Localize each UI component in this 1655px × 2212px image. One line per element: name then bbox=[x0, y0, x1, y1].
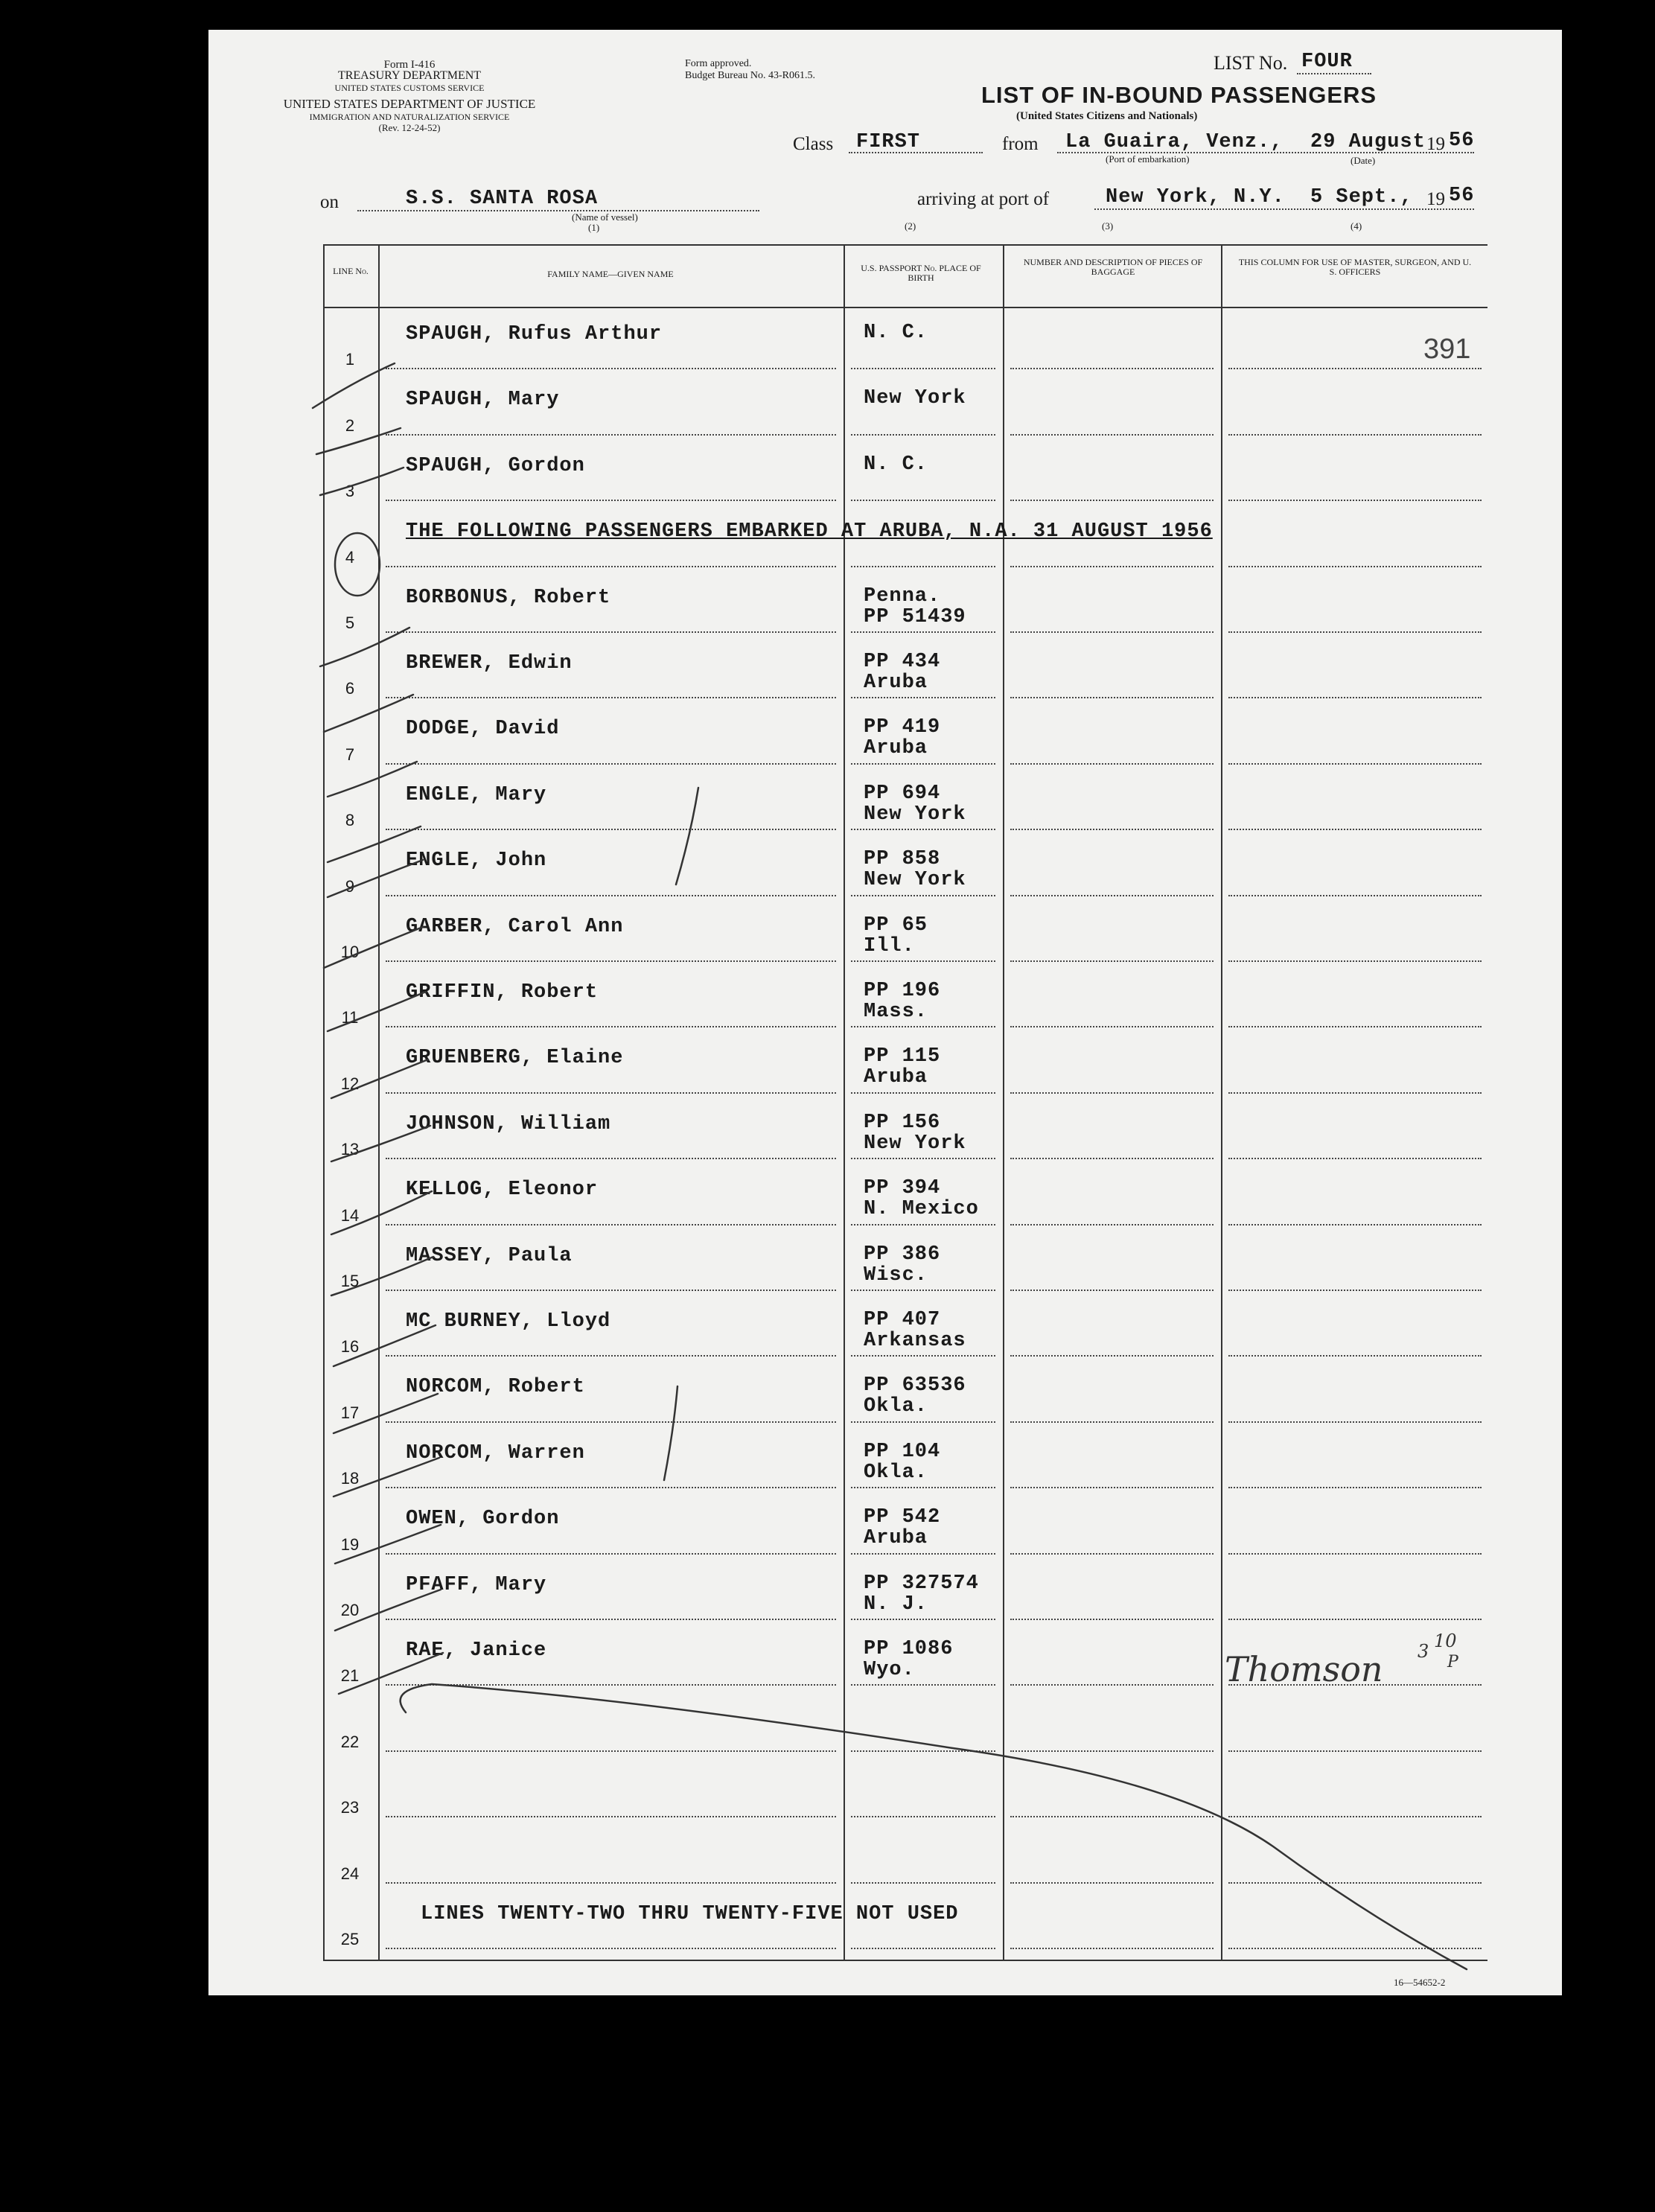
arrival-port: New York, N.Y. bbox=[1106, 186, 1285, 208]
passenger-name: ENGLE, Mary bbox=[406, 783, 547, 806]
customs-service: UNITED STATES CUSTOMS SERVICE bbox=[334, 83, 485, 93]
form-approved: Form approved. bbox=[685, 58, 752, 69]
justice-dept: UNITED STATES DEPARTMENT OF JUSTICE bbox=[283, 97, 536, 111]
passport-or-birthplace-2: New York bbox=[864, 869, 966, 892]
passport-or-birthplace-2: Okla. bbox=[864, 1395, 928, 1418]
check-mark bbox=[339, 1653, 443, 1694]
passport-or-birthplace: PP 407 bbox=[864, 1309, 941, 1331]
line-number: 12 bbox=[340, 1074, 360, 1093]
year-prefix-1: 19 bbox=[1426, 134, 1445, 154]
tick-mark bbox=[664, 1386, 677, 1480]
class-value: FIRST bbox=[856, 131, 921, 153]
passport-or-birthplace: N. C. bbox=[864, 322, 928, 344]
passport-or-birthplace: PP 104 bbox=[864, 1440, 941, 1463]
passport-or-birthplace-2: Aruba bbox=[864, 1066, 928, 1089]
treasury-dept: TREASURY DEPARTMENT bbox=[337, 69, 482, 82]
passport-or-birthplace: PP 386 bbox=[864, 1243, 941, 1266]
port-caption: (Port of embarkation) bbox=[1106, 153, 1190, 165]
passport-or-birthplace: N. C. bbox=[864, 453, 928, 476]
passenger-name: OWEN, Gordon bbox=[406, 1508, 560, 1531]
passport-or-birthplace-2: Aruba bbox=[864, 1527, 928, 1550]
line-number: 13 bbox=[340, 1140, 360, 1159]
passenger-name: SPAUGH, Rufus Arthur bbox=[406, 323, 663, 345]
passport-or-birthplace: PP 542 bbox=[864, 1506, 941, 1529]
page-stamp-number: 391 bbox=[1423, 334, 1471, 365]
check-mark bbox=[335, 1590, 441, 1631]
line-number: 23 bbox=[340, 1798, 360, 1817]
caption-3: (3) bbox=[1102, 220, 1114, 232]
passport-or-birthplace-2: Aruba bbox=[864, 737, 928, 760]
budget-bureau: Budget Bureau No. 43-R061.5. bbox=[685, 70, 815, 81]
passenger-name: DODGE, David bbox=[406, 718, 560, 741]
caption-1: (1) bbox=[588, 222, 600, 233]
check-mark bbox=[320, 628, 409, 666]
passenger-name: RAE, Janice bbox=[406, 1639, 547, 1662]
passport-or-birthplace: PP 327574 bbox=[864, 1572, 979, 1595]
class-label: Class bbox=[793, 134, 834, 154]
line-number: 16 bbox=[340, 1337, 360, 1357]
embarkation-note: THE FOLLOWING PASSENGERS EMBARKED AT ARUBA, N.A. 31 AUGUST 1956 bbox=[406, 520, 1213, 544]
line-number: 4 bbox=[345, 547, 355, 567]
passport-or-birthplace: PP 419 bbox=[864, 716, 941, 739]
passport-or-birthplace: PP 394 bbox=[864, 1177, 941, 1200]
passport-or-birthplace: PP 694 bbox=[864, 782, 941, 805]
passenger-name: GRUENBERG, Elaine bbox=[406, 1047, 624, 1070]
check-mark bbox=[331, 1059, 428, 1098]
passport-or-birthplace: PP 156 bbox=[864, 1111, 941, 1134]
check-mark bbox=[334, 1394, 438, 1433]
line-number: 6 bbox=[345, 679, 355, 698]
passenger-name: BREWER, Edwin bbox=[406, 652, 573, 675]
check-mark bbox=[313, 363, 395, 408]
check-mark bbox=[328, 826, 421, 862]
passport-or-birthplace-2: Arkansas bbox=[864, 1330, 966, 1352]
passport-or-birthplace-2: Wyo. bbox=[864, 1659, 915, 1681]
passenger-name: SPAUGH, Mary bbox=[406, 389, 560, 412]
header-family-name: FAMILY NAME—GIVEN NAME bbox=[547, 269, 674, 279]
line-number: 8 bbox=[345, 811, 355, 830]
check-mark bbox=[316, 428, 401, 454]
check-mark bbox=[328, 860, 423, 897]
revision-date: (Rev. 12-24-52) bbox=[378, 122, 441, 133]
line-number: 3 bbox=[345, 482, 355, 501]
check-mark bbox=[328, 992, 426, 1031]
line-number: 10 bbox=[340, 943, 360, 961]
check-mark bbox=[328, 762, 417, 797]
passport-or-birthplace: PP 115 bbox=[864, 1045, 941, 1068]
form-number: Form I-416 bbox=[383, 59, 436, 71]
passport-or-birthplace-2: New York bbox=[864, 1132, 966, 1155]
passport-or-birthplace-2: N. J. bbox=[864, 1593, 928, 1616]
caption-4: (4) bbox=[1351, 220, 1362, 232]
header-baggage: NUMBER AND DESCRIPTION OF PIECES OF BAGGAGE bbox=[1023, 257, 1203, 277]
line-number: 20 bbox=[340, 1601, 360, 1619]
passport-or-birthplace-2: Ill. bbox=[864, 934, 915, 957]
check-mark bbox=[331, 1191, 432, 1234]
vessel-caption: (Name of vessel) bbox=[572, 211, 638, 223]
form-title: LIST OF IN-BOUND PASSENGERS bbox=[981, 82, 1377, 108]
vessel-name: S.S. SANTA ROSA bbox=[406, 188, 599, 210]
cancel-line bbox=[401, 1684, 1467, 1969]
line-4-circle bbox=[335, 533, 380, 596]
line-number: 18 bbox=[340, 1469, 360, 1488]
passenger-name: GRIFFIN, Robert bbox=[406, 981, 599, 1004]
date-caption: (Date) bbox=[1351, 155, 1376, 166]
margin-note-bottom: P bbox=[1447, 1653, 1458, 1671]
tick-mark bbox=[676, 788, 698, 885]
margin-note-left: 3 bbox=[1418, 1641, 1429, 1662]
passenger-name: GARBER, Carol Ann bbox=[406, 915, 624, 938]
from-label: from bbox=[1002, 134, 1039, 154]
passport-or-birthplace-2: Mass. bbox=[864, 1001, 928, 1023]
ins-service: IMMIGRATION AND NATURALIZATION SERVICE bbox=[309, 112, 510, 122]
unused-lines-note: LINES TWENTY-TWO THRU TWENTY-FIVE NOT USED bbox=[421, 1902, 959, 1925]
header-line-no: LINE No. bbox=[333, 266, 369, 276]
check-mark bbox=[324, 927, 423, 968]
line-number: 14 bbox=[340, 1205, 360, 1225]
passport-or-birthplace: PP 434 bbox=[864, 651, 941, 673]
line-number: 11 bbox=[341, 1008, 359, 1027]
passenger-name: MASSEY, Paula bbox=[406, 1244, 573, 1267]
caption-2: (2) bbox=[905, 220, 916, 232]
line-number: 21 bbox=[340, 1666, 360, 1686]
list-no-label: LIST No. bbox=[1214, 52, 1288, 74]
check-mark bbox=[334, 1458, 439, 1497]
passport-or-birthplace: PP 1086 bbox=[864, 1638, 954, 1660]
line-number: 2 bbox=[345, 415, 355, 435]
check-mark bbox=[320, 468, 404, 495]
passport-or-birthplace: PP 63536 bbox=[864, 1374, 966, 1397]
line-number: 15 bbox=[340, 1272, 360, 1290]
passenger-name: NORCOM, Robert bbox=[406, 1376, 585, 1399]
passport-or-birthplace: PP 196 bbox=[864, 980, 941, 1002]
passport-or-birthplace-2: PP 51439 bbox=[864, 605, 966, 628]
passport-or-birthplace-2: Okla. bbox=[864, 1461, 928, 1484]
embarkation-date: 29 August bbox=[1310, 131, 1426, 153]
line-number: 7 bbox=[345, 745, 355, 764]
on-label: on bbox=[320, 192, 339, 212]
line-number: 25 bbox=[340, 1930, 360, 1948]
passenger-name: PFAFF, Mary bbox=[406, 1573, 547, 1596]
passenger-name: JOHNSON, William bbox=[406, 1112, 611, 1135]
check-mark bbox=[335, 1525, 441, 1564]
form-subtitle: (United States Citizens and Nationals) bbox=[1016, 110, 1198, 122]
passport-or-birthplace: Penna. bbox=[864, 584, 941, 608]
list-no-value: FOUR bbox=[1301, 51, 1353, 73]
line-number: 22 bbox=[340, 1732, 360, 1751]
line-number: 24 bbox=[340, 1864, 360, 1883]
line-number: 17 bbox=[340, 1403, 360, 1422]
passport-or-birthplace: PP 65 bbox=[864, 914, 928, 937]
passenger-manifest-page bbox=[208, 30, 1562, 1995]
passport-or-birthplace-2: N. Mexico bbox=[864, 1198, 979, 1221]
passport-or-birthplace-2: Wisc. bbox=[864, 1263, 928, 1287]
footer-code: 16—54652-2 bbox=[1394, 1977, 1446, 1988]
line-number: 19 bbox=[340, 1534, 360, 1554]
line-number: 9 bbox=[345, 876, 355, 896]
check-mark bbox=[324, 695, 413, 732]
line-number: 1 bbox=[345, 350, 355, 369]
header-passport: U.S. PASSPORT No. PLACE OF BIRTH bbox=[861, 263, 981, 283]
check-mark bbox=[331, 1257, 433, 1295]
arriving-label: arriving at port of bbox=[917, 189, 1050, 209]
passenger-name: MC BURNEY, Lloyd bbox=[406, 1310, 611, 1333]
passenger-name: BORBONUS, Robert bbox=[406, 586, 611, 609]
handwritten-marks bbox=[208, 30, 1562, 1995]
year-2: 56 bbox=[1449, 185, 1475, 207]
passenger-name: SPAUGH, Gordon bbox=[406, 454, 585, 477]
arrival-date: 5 Sept., bbox=[1310, 186, 1413, 208]
port-of-embarkation: La Guaira, Venz., bbox=[1065, 131, 1283, 153]
passport-or-birthplace-2: Aruba bbox=[864, 672, 928, 694]
passport-or-birthplace: New York bbox=[864, 387, 966, 410]
passenger-name: NORCOM, Warren bbox=[406, 1441, 585, 1464]
header-officers: THIS COLUMN FOR USE OF MASTER, SURGEON, AND U. S. OFFICERS bbox=[1238, 257, 1472, 277]
signature: Thomson bbox=[1225, 1649, 1383, 1689]
passport-or-birthplace-2: New York bbox=[864, 803, 966, 826]
passenger-name: ENGLE, John bbox=[406, 850, 547, 873]
passport-or-birthplace: PP 858 bbox=[864, 848, 941, 871]
passenger-name: KELLOG, Eleonor bbox=[406, 1179, 599, 1202]
check-mark bbox=[334, 1325, 436, 1366]
line-number: 5 bbox=[345, 613, 355, 632]
margin-note-top: 10 bbox=[1434, 1631, 1457, 1651]
year-1: 56 bbox=[1449, 130, 1475, 152]
year-prefix-2: 19 bbox=[1426, 189, 1445, 209]
check-mark bbox=[331, 1126, 430, 1161]
